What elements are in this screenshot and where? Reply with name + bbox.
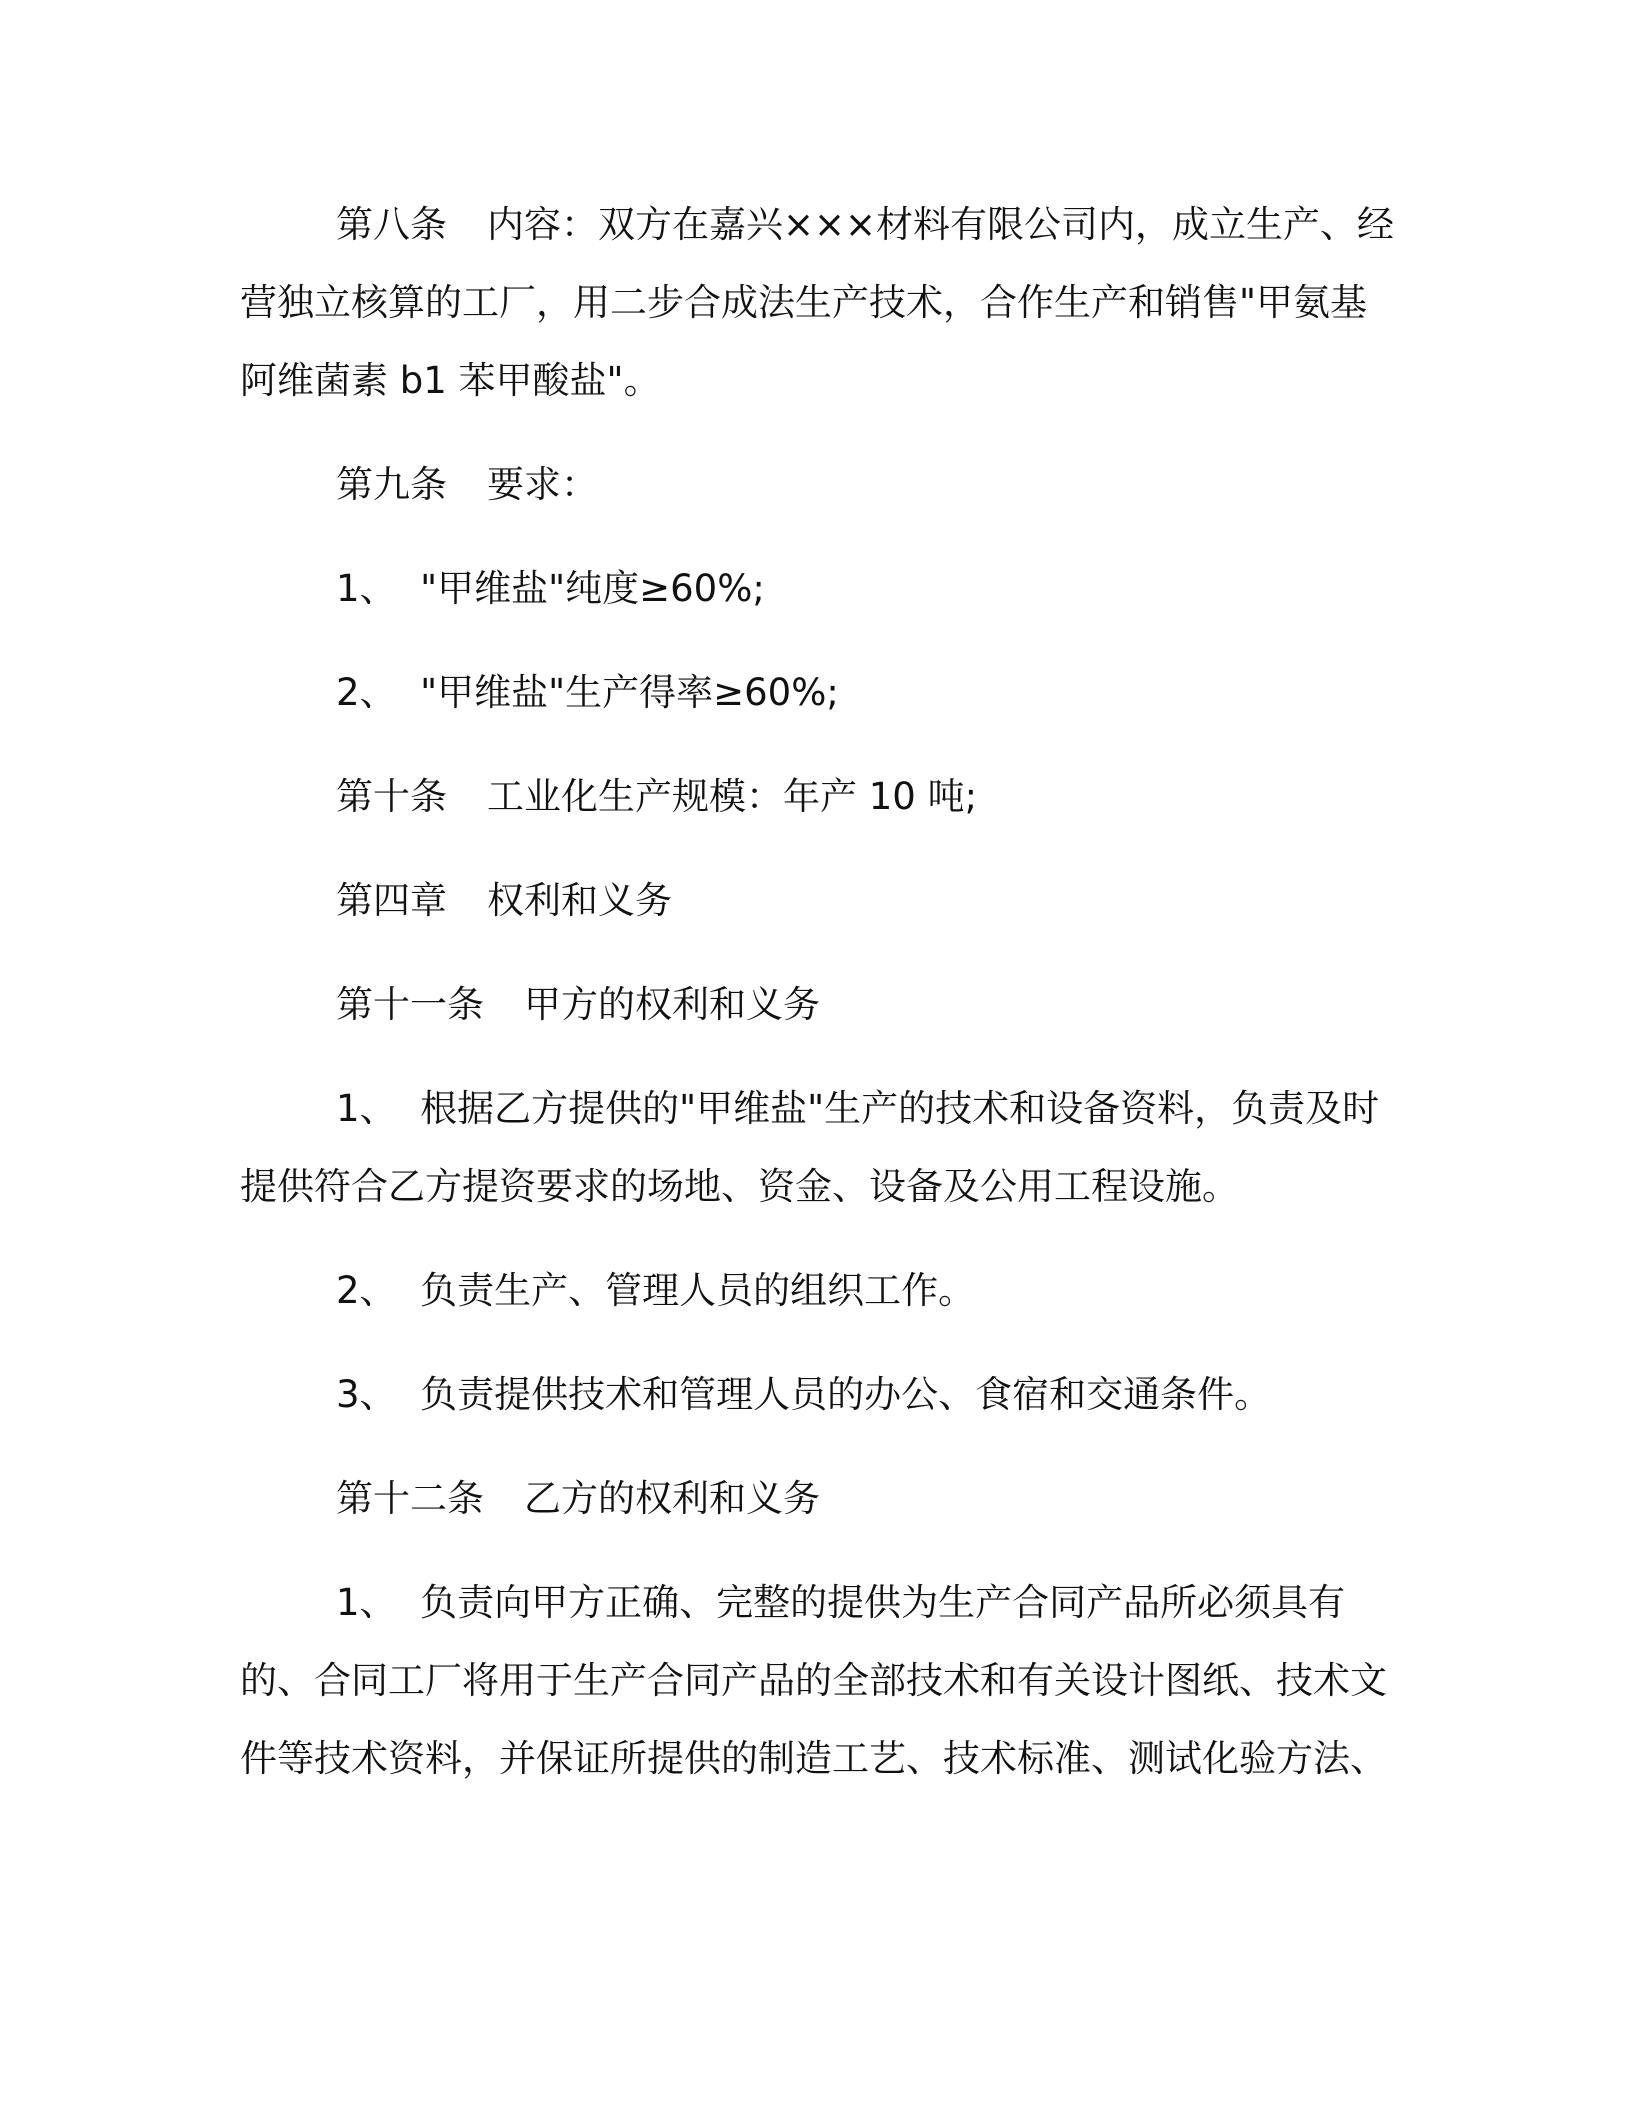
- article-11-paragraph: [240, 966, 1400, 1044]
- article-9-paragraph: [240, 446, 1400, 524]
- item-number: 1、: [336, 1087, 397, 1130]
- chapter-4-title: 权利和义务: [487, 879, 672, 922]
- item-text: 负责生产、管理人员的组织工作。: [420, 1269, 976, 1312]
- article-10-label: 第十条: [336, 775, 447, 818]
- article-8-text: 内容：双方在嘉兴×××材料有限公司内，成立生产、经营独立核算的工厂，用二步合成法生产技术，合作生产和销售"甲氨基阿维菌素 b1 苯甲酸盐"。: [240, 203, 1395, 402]
- item-text: 根据乙方提供的"甲维盐"生产的技术和设备资料，负责及时提供符合乙方提资要求的场地、资金、设备及公用工程设施。: [240, 1087, 1380, 1208]
- article-8-label: 第八条: [336, 203, 447, 246]
- item-text: 负责提供技术和管理人员的办公、食宿和交通条件。: [420, 1373, 1272, 1416]
- article-9-text: 要求：: [487, 463, 598, 506]
- item-number: 1、: [336, 1581, 397, 1624]
- article-12-text: 乙方的权利和义务: [524, 1477, 820, 1520]
- article-11-item-1: [240, 1070, 1400, 1226]
- article-11-item-3: [240, 1356, 1400, 1434]
- item-text: "甲维盐"生产得率≥60%;: [420, 671, 839, 714]
- document-body: [240, 186, 1400, 1824]
- item-text: 负责向甲方正确、完整的提供为生产合同产品所必须具有的、合同工厂将用于生产合同产品的全部技术和有关设计图纸、技术文件等技术资料，并保证所提供的制造工艺、技术标准、测试化验方法、: [240, 1581, 1387, 1780]
- article-10-text: 工业化生产规模：年产 10 吨;: [487, 775, 978, 818]
- item-number: 1、: [336, 567, 397, 610]
- item-number: 3、: [336, 1373, 397, 1416]
- article-9-item-1: [240, 550, 1400, 628]
- article-8-paragraph: [240, 186, 1400, 420]
- article-12-label: 第十二条: [336, 1477, 484, 1520]
- chapter-4-heading: [240, 862, 1400, 940]
- item-text: "甲维盐"纯度≥60%;: [420, 567, 765, 610]
- article-12-item-1: [240, 1564, 1400, 1798]
- chapter-4-label: 第四章: [336, 879, 447, 922]
- item-number: 2、: [336, 1269, 397, 1312]
- item-number: 2、: [336, 671, 397, 714]
- article-11-item-2: [240, 1252, 1400, 1330]
- article-12-paragraph: [240, 1460, 1400, 1538]
- article-10-paragraph: [240, 758, 1400, 836]
- article-11-text: 甲方的权利和义务: [524, 983, 820, 1026]
- article-11-label: 第十一条: [336, 983, 484, 1026]
- article-9-label: 第九条: [336, 463, 447, 506]
- article-9-item-2: [240, 654, 1400, 732]
